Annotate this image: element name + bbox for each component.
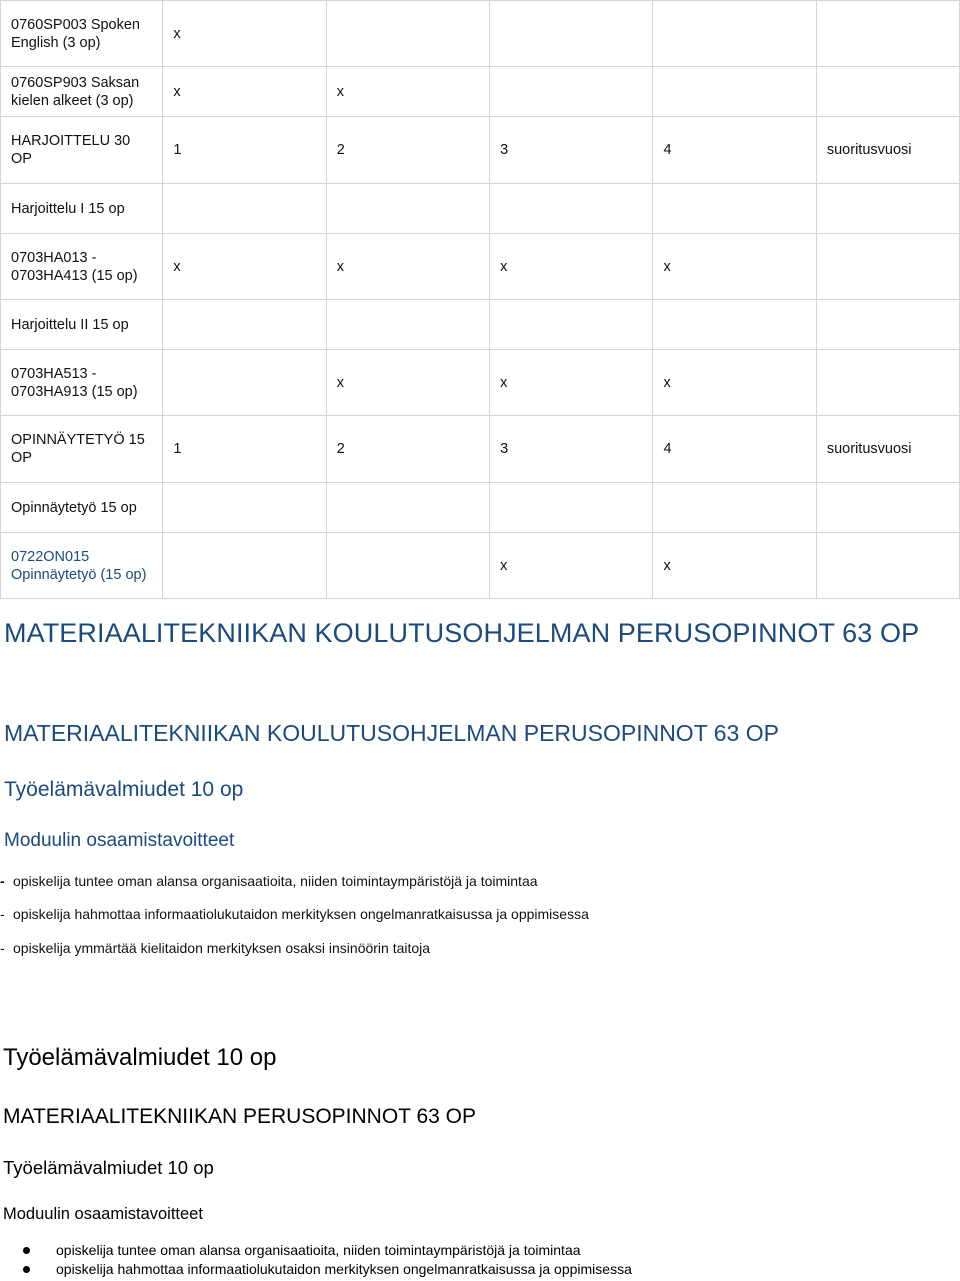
course-name-cell: Opinnäytetyö 15 op [1,483,163,533]
year-cell [816,350,959,416]
year-cell [490,67,653,117]
year-cell [163,533,326,599]
year-cell: x [326,234,489,300]
table-row [1,184,960,234]
year-cell [816,67,959,117]
year-cell [326,300,489,350]
year-cell: x [163,234,326,300]
year-cell [490,184,653,234]
table-row [1,234,960,300]
course-name-cell: Harjoittelu I 15 op [1,184,163,234]
table-row [1,300,960,350]
year-cell: suoritusvuosi [816,416,959,483]
bullet-text: opiskelija tuntee oman alansa organisaatioita, niiden toimintaympäristöjä ja toimintaa [56,1242,581,1258]
year-cell [163,300,326,350]
bullet-text: opiskelija hahmottaa informaatiolukutaidon merkityksen ongelmanratkaisussa ja oppimisessa [56,1261,632,1277]
year-cell [326,483,489,533]
table-row [1,416,960,483]
year-cell: 3 [490,416,653,483]
objective-text: opiskelija ymmärtää kielitaidon merkityksen osaksi insinöörin taitoja [13,940,431,956]
objective-text: opiskelija tuntee oman alansa organisaatioita, niiden toimintaympäristöjä ja toimintaa [13,873,538,889]
year-cell [326,1,489,67]
year-cell [653,300,816,350]
course-name-cell: Harjoittelu II 15 op [1,300,163,350]
table-row [1,67,960,117]
year-cell [816,234,959,300]
year-cell: 3 [490,117,653,184]
bullet-item [40,1261,632,1278]
year-cell: 2 [326,416,489,483]
year-cell [816,184,959,234]
objective-item [0,905,589,923]
year-cell: 4 [653,117,816,184]
year-cell: x [653,234,816,300]
year-cell [653,1,816,67]
year-cell: x [490,350,653,416]
year-cell: x [653,350,816,416]
year-cell [816,483,959,533]
table-row [1,483,960,533]
year-cell: x [163,1,326,67]
bullet-item [40,1242,581,1259]
year-cell [653,67,816,117]
year-cell [163,184,326,234]
module-title-black-small: Työelämävalmiudet 10 op [3,1157,214,1178]
module-title: Työelämävalmiudet 10 op [4,778,244,801]
year-cell: 1 [163,416,326,483]
year-cell [653,184,816,234]
year-cell: x [490,234,653,300]
year-cell [163,483,326,533]
curriculum-table [0,0,960,599]
bullet-dot-icon [23,1266,30,1273]
year-cell [653,483,816,533]
year-cell: x [653,533,816,599]
year-cell [490,1,653,67]
year-cell [326,184,489,234]
module-objectives-heading: Moduulin osaamistavoitteet [4,830,235,851]
year-cell [816,300,959,350]
table-row [1,117,960,184]
course-name-cell: 0760SP903 Saksan kielen alkeet (3 op) [1,67,163,117]
year-cell: 2 [326,117,489,184]
year-cell [326,533,489,599]
course-name-cell: 0703HA013 - 0703HA413 (15 op) [1,234,163,300]
table-row [1,1,960,67]
bullet-dot-icon [23,1247,30,1254]
year-cell [163,350,326,416]
year-cell: x [163,67,326,117]
table-row [1,350,960,416]
year-cell: x [326,67,489,117]
objective-text: opiskelija hahmottaa informaatiolukutaidon merkityksen ongelmanratkaisussa ja oppimisessa [13,906,589,922]
table-row [1,533,960,599]
course-name-cell: OPINNÄYTETYÖ 15 OP [1,416,163,483]
dash-marker: - [0,940,5,956]
course-name-cell: 0760SP003 Spoken English (3 op) [1,1,163,67]
course-name-cell: 0703HA513 - 0703HA913 (15 op) [1,350,163,416]
year-cell [816,1,959,67]
year-cell: 1 [163,117,326,184]
course-name-cell: HARJOITTELU 30 OP [1,117,163,184]
year-cell: x [326,350,489,416]
section-title-black: MATERIAALITEKNIIKAN PERUSOPINNOT 63 OP [3,1105,477,1128]
objective-item [0,872,538,890]
dash-marker: - [0,906,5,922]
module-objectives-heading-black: Moduulin osaamistavoitteet [3,1205,203,1223]
year-cell: suoritusvuosi [816,117,959,184]
year-cell [490,300,653,350]
section-title-large: MATERIAALITEKNIIKAN KOULUTUSOHJELMAN PERUSOPINNOT 63 OP [4,618,920,648]
course-name-cell: 0722ON015 Opinnäytetyö (15 op) [1,533,163,599]
year-cell: x [490,533,653,599]
year-cell: 4 [653,416,816,483]
year-cell [816,533,959,599]
module-title-black: Työelämävalmiudet 10 op [3,1044,277,1071]
year-cell [490,483,653,533]
section-title-medium: MATERIAALITEKNIIKAN KOULUTUSOHJELMAN PERUSOPINNOT 63 OP [4,720,779,746]
objective-item [0,939,430,957]
dash-marker: - [0,873,5,889]
